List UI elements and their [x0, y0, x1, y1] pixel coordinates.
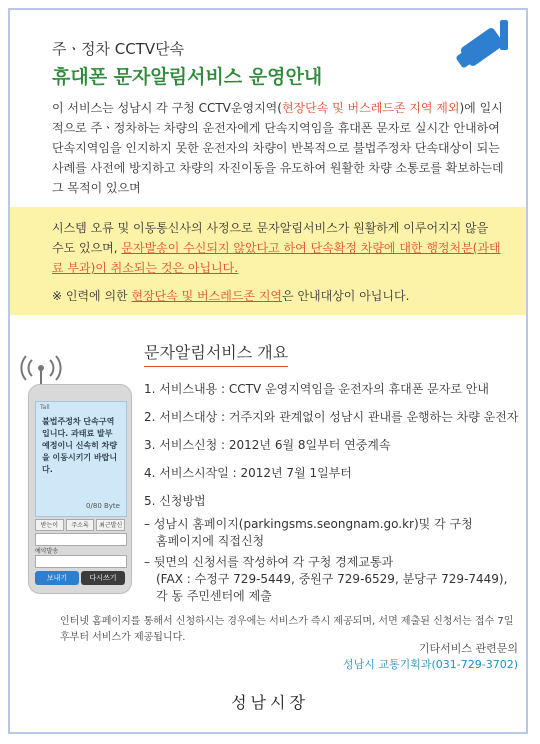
intro-exclusion: 현장단속 및 버스레드존 지역 제외 — [281, 101, 460, 115]
notice-exclusion — [52, 287, 409, 304]
page-subtitle: 주ㆍ정차 CCTV단속 — [52, 40, 185, 58]
phone-screen — [35, 401, 127, 517]
signature: 성남시장 — [231, 693, 309, 712]
intro-paragraph — [52, 98, 507, 198]
phone-recipient-field — [35, 533, 127, 546]
method-web-line-2: 홈페이지에 직접신청 — [156, 534, 265, 548]
phone-byte-count: 0/80 Byte — [86, 502, 120, 510]
overview-item-method: 5. 신청방법 — [144, 494, 206, 508]
phone-rewrite-button: 다시쓰기 — [81, 571, 125, 585]
notice-text: 시스템 오류 및 이동통신사의 사정으로 문자알림서비스가 원활하게 이루어지지 않을 수도 있으며, — [52, 221, 489, 255]
overview-item-application: 3. 서비스신청 : 2012년 6월 8일부터 연중계속 — [144, 438, 391, 452]
phone-message: 불법주정차 단속구역입니다. 과태료 발부 예정이니 신속히 차량을 이동시키기 바랍니다. — [42, 417, 118, 474]
phone-tabs — [35, 519, 125, 531]
method-paper-line-2: (FAX : 수정구 729-5449, 중원구 729-6529, 분당구 729-7449), — [156, 572, 508, 586]
phone-tab-recent: 최근발신 — [96, 519, 125, 531]
cctv-camera-icon — [454, 14, 524, 80]
method-paper-line-3: 각 동 주민센터에 제출 — [156, 589, 272, 603]
overview-item-target: 2. 서비스대상 : 거주지와 관계없이 성남시 관내를 운행하는 차량 운전자 — [144, 410, 519, 424]
phone-reserve-field — [35, 555, 127, 568]
method-paper-line-1: – 뒷면의 신청서를 작성하여 각 구청 경제교통과 — [144, 555, 394, 569]
phone-tab-recipient: 받는이 — [35, 519, 64, 531]
intro-text-2: )에 일시적으로 주ㆍ정차하는 차량의 운전자에게 단속지역임을 휴대폰 문자로 실시간 안내하여 단속지역임을 인지하지 못한 운전자의 차량이 반복적으로 불법주정차 단속대상이 되는 사례를 사전에 방지하고 차량의 자진이동을 유도하여 원활한 차량 소통로를 확보하는데 그 목적이 있으며 — [52, 101, 504, 195]
phone-status: Tall — [40, 404, 50, 411]
intro-text-1: 이 서비스는 성남시 각 구청 CCTV운영지역( — [52, 101, 282, 115]
notice-exclusion-pre: ※ 인력에 의한 — [52, 289, 132, 303]
overview-item-start: 4. 서비스시작일 : 2012년 7월 1일부터 — [144, 466, 352, 480]
method-web-line-1: – 성남시 홈페이지(parkingsms.seongnam.go.kr)및 각 구청 — [144, 517, 473, 531]
contact-phone: 성남시 교통기획과(031-729-3702) — [342, 658, 518, 671]
notice-exclusion-post: 은 안내대상이 아닙니다. — [282, 289, 410, 303]
page-title: 휴대폰 문자알림서비스 운영안내 — [52, 66, 323, 88]
notice-paragraph — [52, 218, 502, 278]
overview-title: 문자알림서비스 개요 — [144, 340, 288, 367]
phone-send-button: 보내기 — [35, 571, 79, 585]
phone-reserve-label: 예약발송 — [35, 548, 59, 555]
notice-exclusion-red: 현장단속 및 버스레드존 지역 — [131, 289, 283, 303]
footer-note: 인터넷 홈페이지를 통해서 신청하시는 경우에는 서비스가 즉시 제공되며, 서면 제출된 신청서는 접수 7일후부터 서비스가 제공됩니다. — [60, 616, 514, 643]
phone-tab-contacts: 주소록 — [66, 519, 95, 531]
contact-label: 기타서비스 관련문의 — [418, 642, 518, 655]
overview-item-content: 1. 서비스내용 : CCTV 운영지역임을 운전자의 휴대폰 문자로 안내 — [144, 382, 489, 396]
notice-warning: 문자발송이 수신되지 않았다고 하여 단속확정 차량에 대한 행정처분(과태료 부과)이 취소되는 것은 아닙니다. — [52, 241, 501, 275]
mobile-phone-icon — [28, 384, 132, 594]
